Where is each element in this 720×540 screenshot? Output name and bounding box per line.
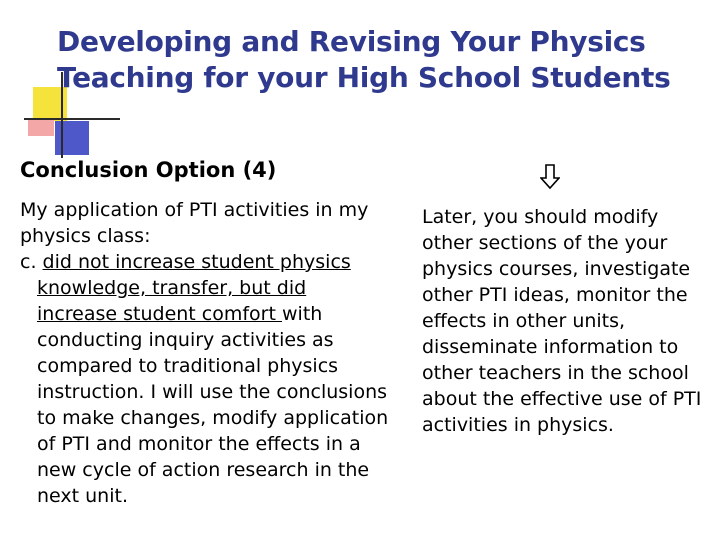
left-intro: My application of PTI activities in my physics class:	[20, 199, 369, 247]
logo-red-square	[28, 118, 54, 136]
left-column	[20, 197, 390, 509]
left-item-c	[20, 249, 390, 509]
item-c-underlined: did not increase student physics knowledge, transfer, but did increase student comfort	[37, 251, 351, 325]
right-column-text: Later, you should modify other sections of the your physics courses, investigate other PTI ideas, monitor the effects in other units, disseminate information to other teachers in the school about the effective use of PTI activities in physics.	[422, 206, 702, 436]
logo-horizontal-line	[24, 118, 120, 120]
item-c-prefix: c.	[20, 251, 43, 273]
conclusion-heading: Conclusion Option (4)	[20, 158, 277, 182]
item-c-rest: with conducting inquiry activities as compared to traditional physics instruction. I will use the conclusions to make changes, modify application of PTI and monitor the effects in a new cycle of action research in the next unit.	[37, 303, 389, 507]
slide-title: Developing and Revising Your Physics Teaching for your High School Students	[57, 25, 671, 94]
down-arrow-icon	[540, 164, 560, 190]
